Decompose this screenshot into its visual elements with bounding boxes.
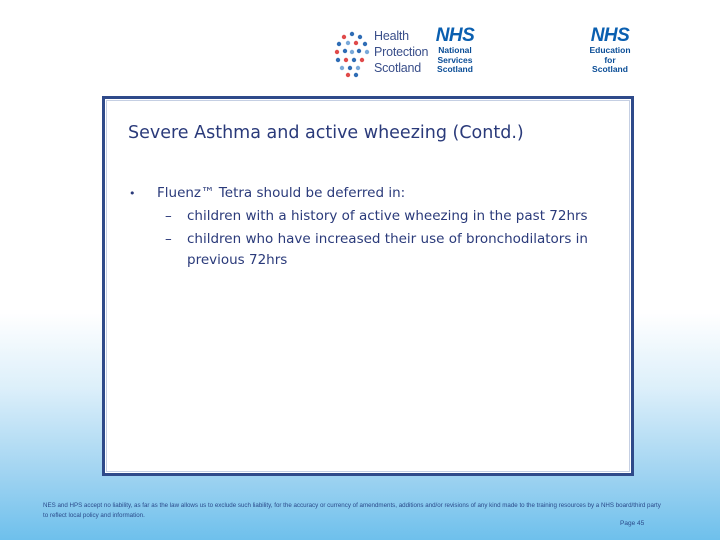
- hps-line-1: Health: [374, 29, 409, 43]
- edu-line-1: Education: [589, 45, 631, 55]
- hps-dots-icon: [334, 30, 370, 78]
- nhs-education-for-scotland-logo: [584, 26, 636, 75]
- slide-title: Severe Asthma and active wheezing (Contd.): [128, 123, 524, 143]
- sub-bullet-text: children who have increased their use of bronchodilators in previous 72hrs: [187, 231, 588, 268]
- disclaimer-text: NES and HPS accept no liability, as far as the law allows us to exclude such liability, for the accuracy or currency of amendments, additions and/or revisions of any kind made to the training resources by a NHS board/third party to reflect local policy and information.: [43, 502, 661, 519]
- bullet-list: [127, 183, 617, 271]
- sub-bullet-text: children with a history of active wheezing in the past 72hrs: [187, 208, 588, 224]
- nss-line-3: Scotland: [437, 64, 473, 74]
- bullet-text: Fluenz™ Tetra should be deferred in:: [157, 185, 406, 201]
- nhs-mark: NHS: [435, 25, 475, 46]
- edu-line-2: for: [604, 54, 616, 65]
- hps-line-2: Protection: [374, 45, 429, 59]
- health-protection-scotland-logo: [334, 28, 429, 80]
- nhs-mark: NHS: [590, 25, 630, 46]
- nss-line-1: National: [438, 45, 472, 55]
- slide-content-frame: [102, 96, 634, 476]
- bullet-item: [127, 183, 617, 204]
- hps-wordmark: [374, 28, 428, 76]
- dash-icon: –: [165, 208, 172, 224]
- page-number: Page 45: [620, 520, 645, 527]
- edu-line-3: Scotland: [592, 64, 628, 74]
- dash-icon: –: [165, 231, 172, 247]
- sub-bullet-item: [127, 206, 617, 227]
- bullet-icon: •: [129, 187, 136, 200]
- header-logos: [0, 0, 720, 95]
- nhs-national-services-scotland-logo: [434, 26, 476, 75]
- sub-bullet-item: [127, 229, 617, 271]
- nss-line-2: Services: [437, 54, 473, 65]
- hps-line-3: Scotland: [374, 61, 422, 75]
